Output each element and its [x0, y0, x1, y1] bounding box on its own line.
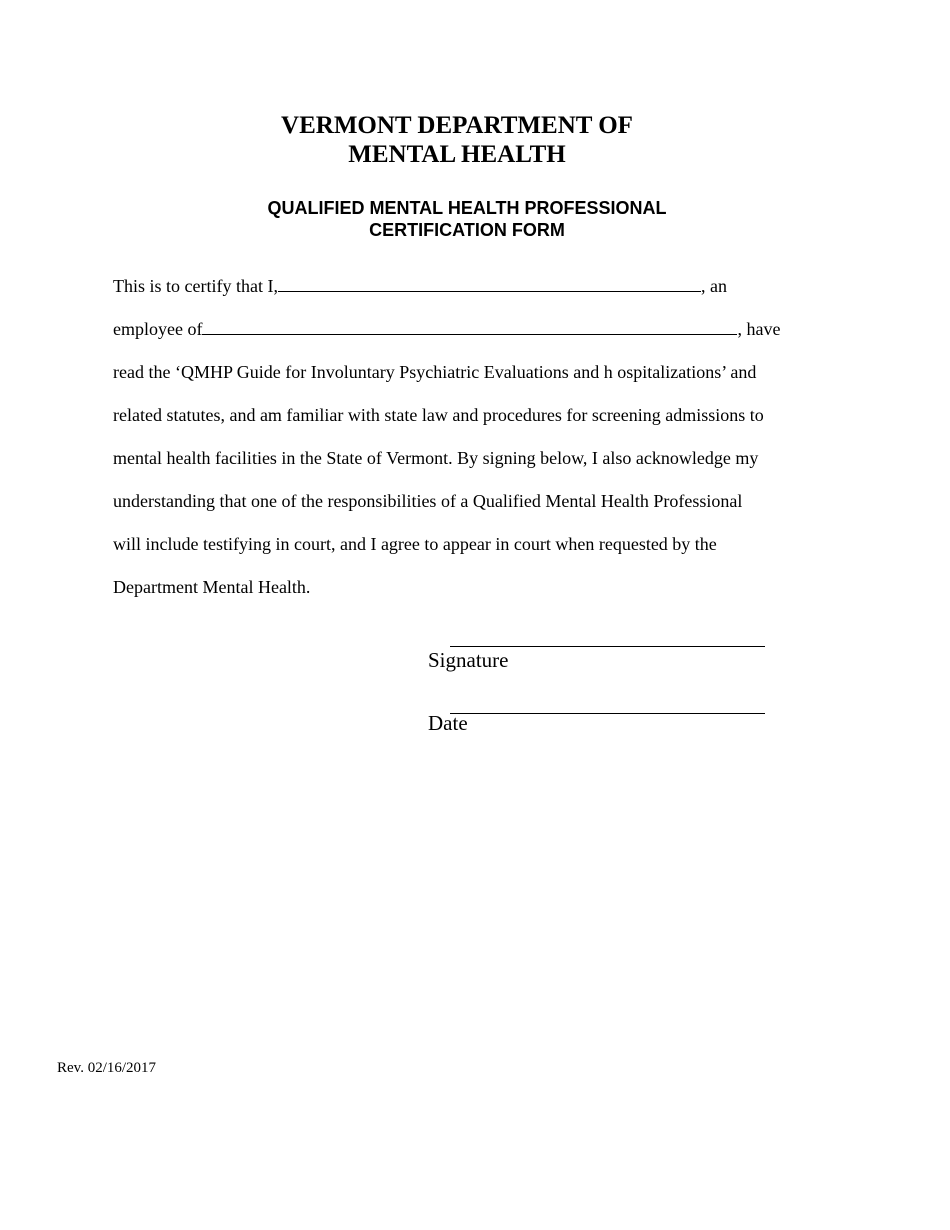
signature-label: Signature [428, 648, 509, 672]
body-text-line: Department Mental Health. [113, 577, 311, 597]
date-field[interactable] [450, 713, 765, 714]
employer-line [113, 318, 780, 340]
body-text-line: read the ‘QMHP Guide for Involuntary Psychiatric Evaluations and h ospitalizations’ and [113, 362, 757, 382]
employer-suffix: , have [737, 319, 781, 339]
employer-field[interactable] [202, 320, 737, 335]
body-text-line: will include testifying in court, and I agree to appear in court when requested by the [113, 534, 717, 554]
form-subtitle-line1: QUALIFIED MENTAL HEALTH PROFESSIONAL [267, 198, 667, 218]
certify-line [113, 275, 727, 297]
signature-field[interactable] [450, 646, 765, 647]
body-text-line: related statutes, and am familiar with state law and procedures for screening admissions to [113, 405, 764, 425]
body-text-line: mental health facilities in the State of Vermont. By signing below, I also acknowledge my [113, 448, 759, 468]
form-subtitle-line2: CERTIFICATION FORM [369, 220, 565, 240]
revision-date: Rev. 02/16/2017 [57, 1060, 157, 1076]
page-title-line1: VERMONT DEPARTMENT OF [281, 112, 633, 139]
body-text-line: understanding that one of the responsibilities of a Qualified Mental Health Professional [113, 491, 743, 511]
date-label: Date [428, 711, 468, 735]
name-field[interactable] [278, 277, 701, 292]
certify-prefix: This is to certify that I, [113, 276, 278, 296]
employer-prefix: employee of [113, 319, 203, 339]
page-title-line2: MENTAL HEALTH [348, 141, 566, 168]
certify-suffix: , an [700, 276, 727, 296]
